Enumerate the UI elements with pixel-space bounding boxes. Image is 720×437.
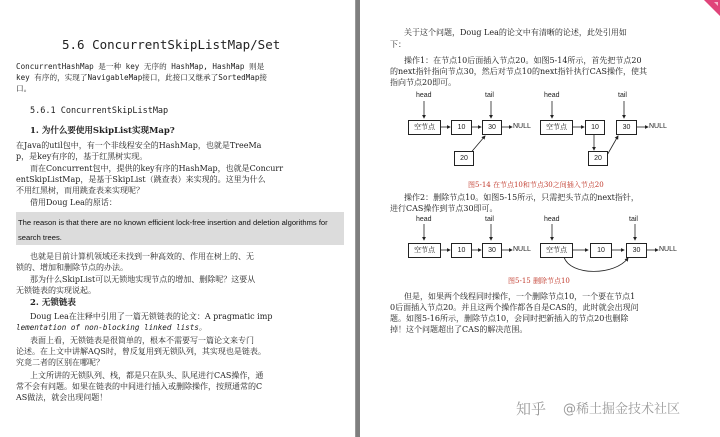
fig1-node-10: 10 — [451, 120, 472, 135]
paragraph-2-line-3: 那为什么SkipList可以无锁地实现节点的增加、删除呢？这要从 — [30, 275, 256, 284]
fig1-head-label: head — [416, 92, 432, 99]
r-paragraph-4-line-2: 0后面插入节点20。并且这两个操作都各自是CAS的，此时就会出现问 — [390, 303, 639, 312]
r-paragraph-1-line-1: 关于这个问题，Doug Lea的论文中有清晰的论述，此处引用如 — [404, 28, 627, 37]
paragraph-4-line-1: 表面上看，无锁链表是很简单的，根本不需要写一篇论文来专门 — [30, 336, 254, 345]
section-heading: 5.6 ConcurrentSkipListMap/Set — [62, 37, 281, 52]
fig2b-node-30: 30 — [626, 243, 647, 258]
paragraph-3-line-1: Doug Lea在注释中引用了一篇无锁链表的论文：A pragmatic imp — [30, 312, 273, 321]
paragraph-4-line-6: AS做法，就会出现问题！ — [16, 393, 108, 402]
r-paragraph-2-line-1: 操作1：在节点10后面插入节点20。如图5-14所示，首先把节点20 — [404, 56, 642, 65]
fig2-node-10: 10 — [451, 243, 472, 258]
fig2-head-label: head — [416, 216, 432, 223]
figure-5-15-caption: 图5-15 删除节点10 — [508, 277, 570, 285]
question-2-heading: 2. 无锁链表 — [30, 298, 76, 308]
r-paragraph-4-line-1: 但是，如果两个线程同时操作，一个删除节点10，一个要在节点1 — [404, 292, 636, 301]
fig1b-null: NULL — [649, 123, 667, 130]
paragraph-1-line-6: 借用Doug Lea的原话： — [30, 198, 117, 207]
watermark-juejin: @稀土掘金技术社区 — [563, 402, 681, 417]
fig1b-node-10: 10 — [585, 120, 605, 135]
r-paragraph-4-line-4: 掉！这个问题超出了CAS的解决范围。 — [390, 325, 528, 334]
quote-line-1: The reason is that there are no known efficient lock-free insertion and deletion algorithms for — [18, 218, 328, 227]
paragraph-2-line-1: 也就是目前计算机领域还未找到一种高效的、作用在树上的、无 — [30, 252, 254, 261]
paragraph-1-line-4: entSkipListMap，是基于SkipList（跳查表）来实现的。这里为什么 — [16, 175, 266, 184]
intro-line-3: 口。 — [16, 84, 32, 93]
paragraph-1-line-5: 不用红黑树，而用跳查表来实现呢？ — [16, 186, 144, 195]
fig2-empty-node: 空节点 — [408, 243, 441, 258]
question-1-heading: 1. 为什么要使用SkipList实现Map? — [30, 126, 175, 136]
fig1-tail-label: tail — [485, 92, 494, 99]
fig2b-head-label: head — [544, 216, 560, 223]
figure-5-14-caption: 图5-14 在节点10和节点30之间插入节点20 — [468, 181, 604, 189]
fig2b-null: NULL — [659, 246, 677, 253]
paragraph-2-line-4: 无锁链表的实现说起。 — [16, 286, 96, 295]
paragraph-4-line-5: 常不会有问题。如果在链表的中间进行插入或删除操作，按照通常的C — [16, 382, 263, 391]
paragraph-4-line-2: 论述。在上文中讲解AQS时，曾反复用到无锁队列，其实现也是链表。 — [16, 347, 266, 356]
r-paragraph-3-line-1: 操作2：删除节点10。如图5-15所示，只需把头节点的next指针， — [404, 193, 639, 202]
watermark-zhihu: 知乎 — [516, 400, 547, 418]
fig2-null: NULL — [513, 246, 531, 253]
fig1b-head-label: head — [544, 92, 560, 99]
right-page — [360, 0, 720, 437]
r-paragraph-2-line-3: 指向节点20即可。 — [390, 78, 457, 87]
paragraph-1-line-1: 在Java的util包中，有一个非线程安全的HashMap，也就是TreeMa — [16, 141, 262, 150]
fig1b-node-30: 30 — [616, 120, 637, 135]
r-paragraph-4-line-3: 题。如图5-16所示，删除节点10，会同时把新插入的节点20也删除 — [390, 314, 629, 323]
intro-line-1: ConcurrentHashMap 是一种 key 无序的 HashMap, HashMap 则是 — [16, 62, 265, 71]
fig1-null: NULL — [513, 123, 531, 130]
figure-5-14-connectors — [360, 0, 720, 437]
fig1-node-20: 20 — [454, 151, 474, 166]
intro-line-2: key 有序的，实现了NavigableMap接口，此接口又继承了SortedMap接 — [16, 73, 267, 82]
r-paragraph-2-line-2: 的next指针指向节点30，然后对节点10的next指针执行CAS操作，使其 — [390, 67, 647, 76]
fig2b-node-10: 10 — [590, 243, 612, 258]
quote-line-2: search trees. — [18, 233, 62, 242]
fig2b-empty-node: 空节点 — [540, 243, 573, 258]
subsection-heading: 5.6.1 ConcurrentSkipListMap — [30, 106, 169, 116]
quote-block — [16, 212, 344, 245]
paragraph-1-line-2: p，是key有序的，基于红黑树实现。 — [16, 152, 148, 161]
r-paragraph-3-line-2: 进行CAS操作到节点30即可。 — [390, 204, 498, 213]
paragraph-2-line-2: 锁的、增加和删除节点的办法。 — [16, 263, 128, 272]
fig2-node-30: 30 — [482, 243, 502, 258]
fig1b-node-20: 20 — [588, 151, 608, 166]
fig1b-tail-label: tail — [618, 92, 627, 99]
fig1b-empty-node: 空节点 — [540, 120, 573, 135]
bookmark-corner-icon[interactable] — [704, 0, 720, 16]
paragraph-3-line-2: lementation of non-blocking linked lists。 — [16, 323, 207, 332]
left-page — [0, 0, 356, 437]
paragraph-4-line-4: 上文所讲的无锁队列、栈，都是只在队头、队尾进行CAS操作，通 — [30, 371, 264, 380]
fig1-empty-node: 空节点 — [408, 120, 441, 135]
fig2-tail-label: tail — [485, 216, 494, 223]
r-paragraph-1-line-2: 下： — [390, 40, 406, 49]
fig2b-tail-label: tail — [629, 216, 638, 223]
fig1-node-30: 30 — [482, 120, 502, 135]
paragraph-4-line-3: 究竟二者的区别在哪呢？ — [16, 358, 104, 367]
paragraph-1-line-3: 而在Concurrent包中，提供的key有序的HashMap，也就是Concurr — [30, 164, 284, 173]
